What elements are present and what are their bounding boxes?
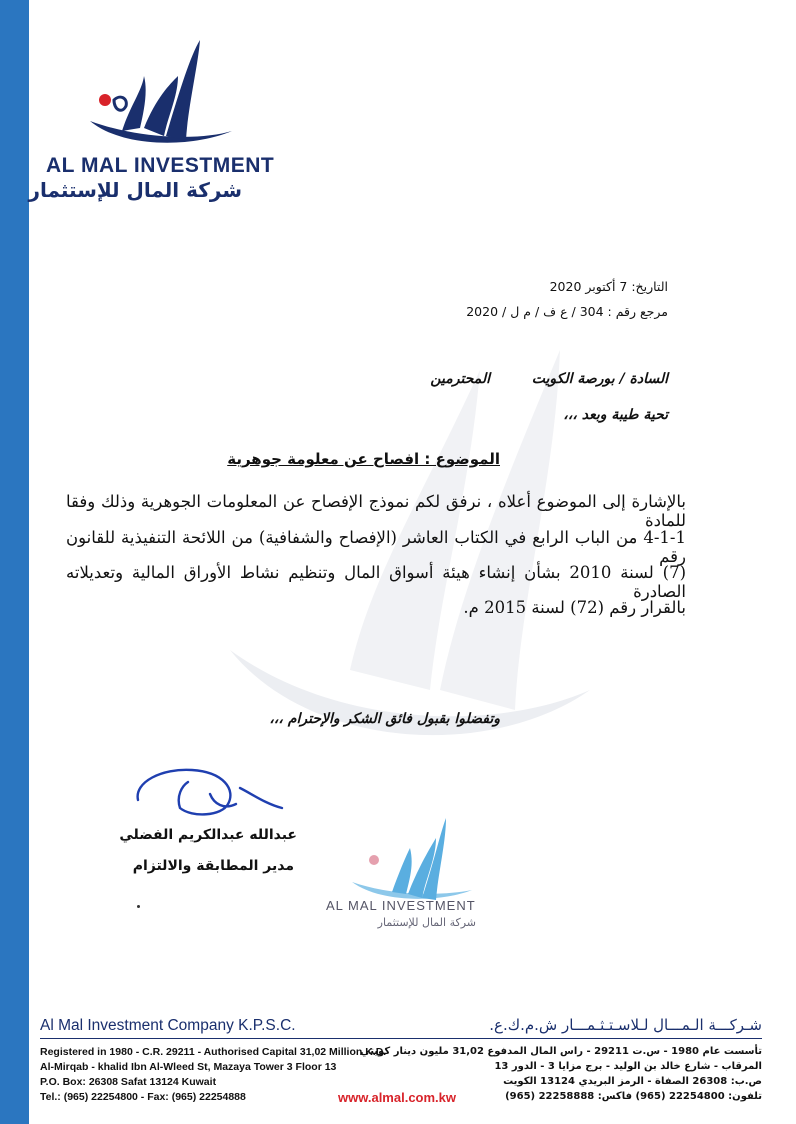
footer-info-ar: تلفون: 22254800 (965) فاكس: 22258888 (965) (505, 1091, 762, 1102)
addressee-title: المحترمين (430, 371, 490, 387)
stamp-text-en: AL MAL INVESTMENT (326, 898, 476, 913)
letter-date: التاريخ: 7 أكتوبر 2020 (549, 279, 668, 294)
stamp-logo-icon (322, 812, 492, 908)
footer-info-en: Registered in 1980 - C.R. 29211 - Authorised Capital 31,02 Million K.D. (40, 1046, 387, 1058)
stamp-text-ar: شركة المال للإستثمار (377, 916, 476, 929)
closing-line: وتفضلوا بقبول فائق الشكر والإحترام ،،، (269, 711, 500, 727)
letter-subject: الموضوع : افصاح عن معلومة جوهرية (227, 450, 500, 468)
footer-info-ar: المرقاب - شارع خالد بن الوليد - برج مزايا 3 - الدور 13 (494, 1061, 762, 1072)
body-line: 4-1-1 من الباب الرابع في الكتاب العاشر (الإفصاح والشفافية) من اللائحة التنفيذية للقانون رقم (66, 528, 686, 566)
body-line: (7) لسنة 2010 بشأن إنشاء هيئة أسواق المال وتنظيم نشاط الأوراق المالية وتعديلاته الصادرة (66, 563, 686, 601)
footer-info-ar: تأسست عام 1980 - س.ت 29211 - راس المال المدفوع 31,02 مليون دينار كويتي (360, 1046, 762, 1057)
body-line: بالإشارة إلى الموضوع أعلاه ، نرفق لكم نموذج الإفصاح عن المعلومات الجوهرية وذلك وفقا للمادة (66, 492, 686, 530)
footer-info-en: Tel.: (965) 22254800 - Fax: (965) 22254888 (40, 1091, 246, 1103)
footer-info-en: P.O. Box: 26308 Safat 13124 Kuwait (40, 1076, 217, 1088)
logo-text-ar: شركة المال للإستثمار (28, 178, 242, 202)
signatory-title: مدير المطابقة والالتزام (132, 858, 294, 874)
website-link[interactable]: www.almal.com.kw (338, 1090, 457, 1105)
left-color-bar (0, 0, 29, 1124)
body-line: بالقرار رقم (72) لسنة 2015 م. (463, 598, 686, 617)
company-stamp (322, 812, 492, 942)
addressee: السادة / بورصة الكويت (531, 371, 668, 387)
handwritten-signature (132, 760, 292, 826)
dot-mark (137, 905, 140, 908)
footer-company-ar: شـركـــة الـمـــال لـلاسـتـثـمـــار ش.م.ك.ع. (489, 1016, 762, 1034)
footer-company-en: Al Mal Investment Company K.P.S.C. (40, 1017, 296, 1034)
company-logo (28, 36, 275, 202)
footer-info-en: Al-Mirqab - khalid Ibn Al-Wleed St, Mazaya Tower 3 Floor 13 (40, 1061, 337, 1073)
logo-text-en: AL MAL INVESTMENT (46, 154, 275, 177)
footer-divider (40, 1038, 762, 1039)
letter-reference: مرجع رقم : 304 / ع ف / م ل / 2020 (466, 304, 668, 319)
greeting: تحية طيبة وبعد ،،، (563, 407, 668, 423)
signatory-name: عبدالله عبدالكريم الفضلي (119, 827, 297, 843)
logo-mark-icon (82, 36, 247, 146)
footer-info-ar: ص.ب: 26308 الصفاة - الرمز البريدي 13124 الكويت (503, 1076, 762, 1087)
